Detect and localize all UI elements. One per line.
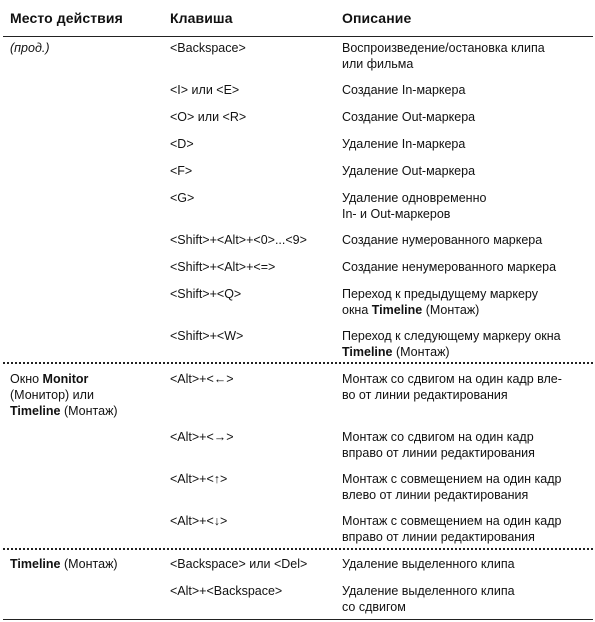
description-line: Удаление выделенного клипа bbox=[342, 584, 515, 598]
description-cell: Создание нумерованного маркера bbox=[342, 233, 543, 247]
description-line: влево от линии редактирования bbox=[342, 488, 529, 502]
description-line: Переход к предыдущему маркеру bbox=[342, 287, 538, 301]
description-cell bbox=[342, 429, 592, 461]
place-cell bbox=[10, 556, 160, 572]
group-separator bbox=[3, 362, 593, 364]
place-bold-text: Timeline bbox=[10, 557, 61, 571]
header-description: Описание bbox=[342, 10, 412, 26]
table-header bbox=[3, 0, 593, 37]
description-text: (Монтаж) bbox=[392, 345, 450, 359]
description-line: Монтаж со сдвигом на один кадр вле- bbox=[342, 372, 562, 386]
description-cell: Создание Out-маркера bbox=[342, 110, 476, 124]
header-key: Клавиша bbox=[170, 10, 233, 26]
key-cell: <Alt>+<↑> bbox=[170, 472, 228, 486]
place-text: (Монтаж) bbox=[60, 557, 118, 571]
place-cell: (прод.) bbox=[10, 41, 50, 55]
place-text: Окно bbox=[10, 372, 43, 386]
description-line: Монтаж с совмещением на один кадр bbox=[342, 472, 562, 486]
description-cell: Удаление выделенного клипа bbox=[342, 557, 515, 571]
description-line: Воспроизведение/остановка клипа bbox=[342, 41, 545, 55]
key-cell: <Shift>+<Alt>+<0>...<9> bbox=[170, 233, 307, 247]
description-cell bbox=[342, 471, 592, 503]
place-line bbox=[10, 371, 160, 387]
description-line: во от линии редактирования bbox=[342, 388, 508, 402]
key-cell: <F> bbox=[170, 164, 193, 178]
description-line: со сдвигом bbox=[342, 600, 406, 614]
key-cell: <Shift>+<Alt>+<=> bbox=[170, 260, 276, 274]
key-cell: <G> bbox=[170, 191, 195, 205]
description-cell bbox=[342, 513, 592, 545]
description-text: окна bbox=[342, 303, 372, 317]
key-cell: <Shift>+<W> bbox=[170, 329, 244, 343]
key-cell: <Shift>+<Q> bbox=[170, 287, 242, 301]
description-line: Монтаж со сдвигом на один кадр bbox=[342, 430, 534, 444]
key-cell: <Backspace> или <Del> bbox=[170, 557, 308, 571]
key-cell: <I> или <E> bbox=[170, 83, 240, 97]
key-cell: <O> или <R> bbox=[170, 110, 247, 124]
description-line: или фильма bbox=[342, 57, 414, 71]
description-cell bbox=[342, 40, 592, 72]
key-cell: <Alt>+<←> bbox=[170, 372, 234, 386]
key-cell: <Alt>+<→> bbox=[170, 430, 234, 444]
header-place: Место действия bbox=[10, 10, 123, 26]
description-bold-text: Timeline bbox=[371, 303, 423, 317]
key-cell: <Backspace> bbox=[170, 41, 246, 55]
shortcut-table bbox=[3, 0, 593, 614]
description-line: Удаление одновременно bbox=[342, 191, 487, 205]
description-text: (Монтаж) bbox=[422, 303, 480, 317]
description-bold-text: Timeline bbox=[342, 345, 393, 359]
description-cell: Удаление In-маркера bbox=[342, 137, 466, 151]
key-cell: <D> bbox=[170, 137, 194, 151]
description-line: In- и Out-маркеров bbox=[342, 207, 451, 221]
description-cell bbox=[342, 328, 592, 360]
key-cell: <Alt>+<↓> bbox=[170, 514, 228, 528]
place-bold-text: Monitor bbox=[42, 372, 89, 386]
description-cell: Создание ненумерованного маркера bbox=[342, 260, 557, 274]
place-cell bbox=[10, 371, 160, 419]
description-cell bbox=[342, 583, 592, 615]
table-bottom-rule bbox=[3, 619, 593, 620]
group-separator bbox=[3, 548, 593, 550]
description-line: Монтаж с совмещением на один кадр bbox=[342, 514, 562, 528]
description-cell bbox=[342, 371, 592, 403]
key-cell: <Alt>+<Backspace> bbox=[170, 584, 283, 598]
description-line: Переход к следующему маркеру окна bbox=[342, 329, 561, 343]
place-line: (Монитор) или bbox=[10, 388, 94, 402]
description-line bbox=[342, 344, 592, 360]
place-text: (Монтаж) bbox=[60, 404, 118, 418]
description-line: вправо от линии редактирования bbox=[342, 446, 535, 460]
description-line: вправо от линии редактирования bbox=[342, 530, 535, 544]
description-cell bbox=[342, 190, 592, 222]
place-bold-text: Timeline bbox=[10, 404, 61, 418]
description-line bbox=[342, 302, 592, 318]
description-cell bbox=[342, 286, 592, 318]
description-cell: Создание In-маркера bbox=[342, 83, 466, 97]
description-cell: Удаление Out-маркера bbox=[342, 164, 476, 178]
place-line bbox=[10, 403, 160, 419]
